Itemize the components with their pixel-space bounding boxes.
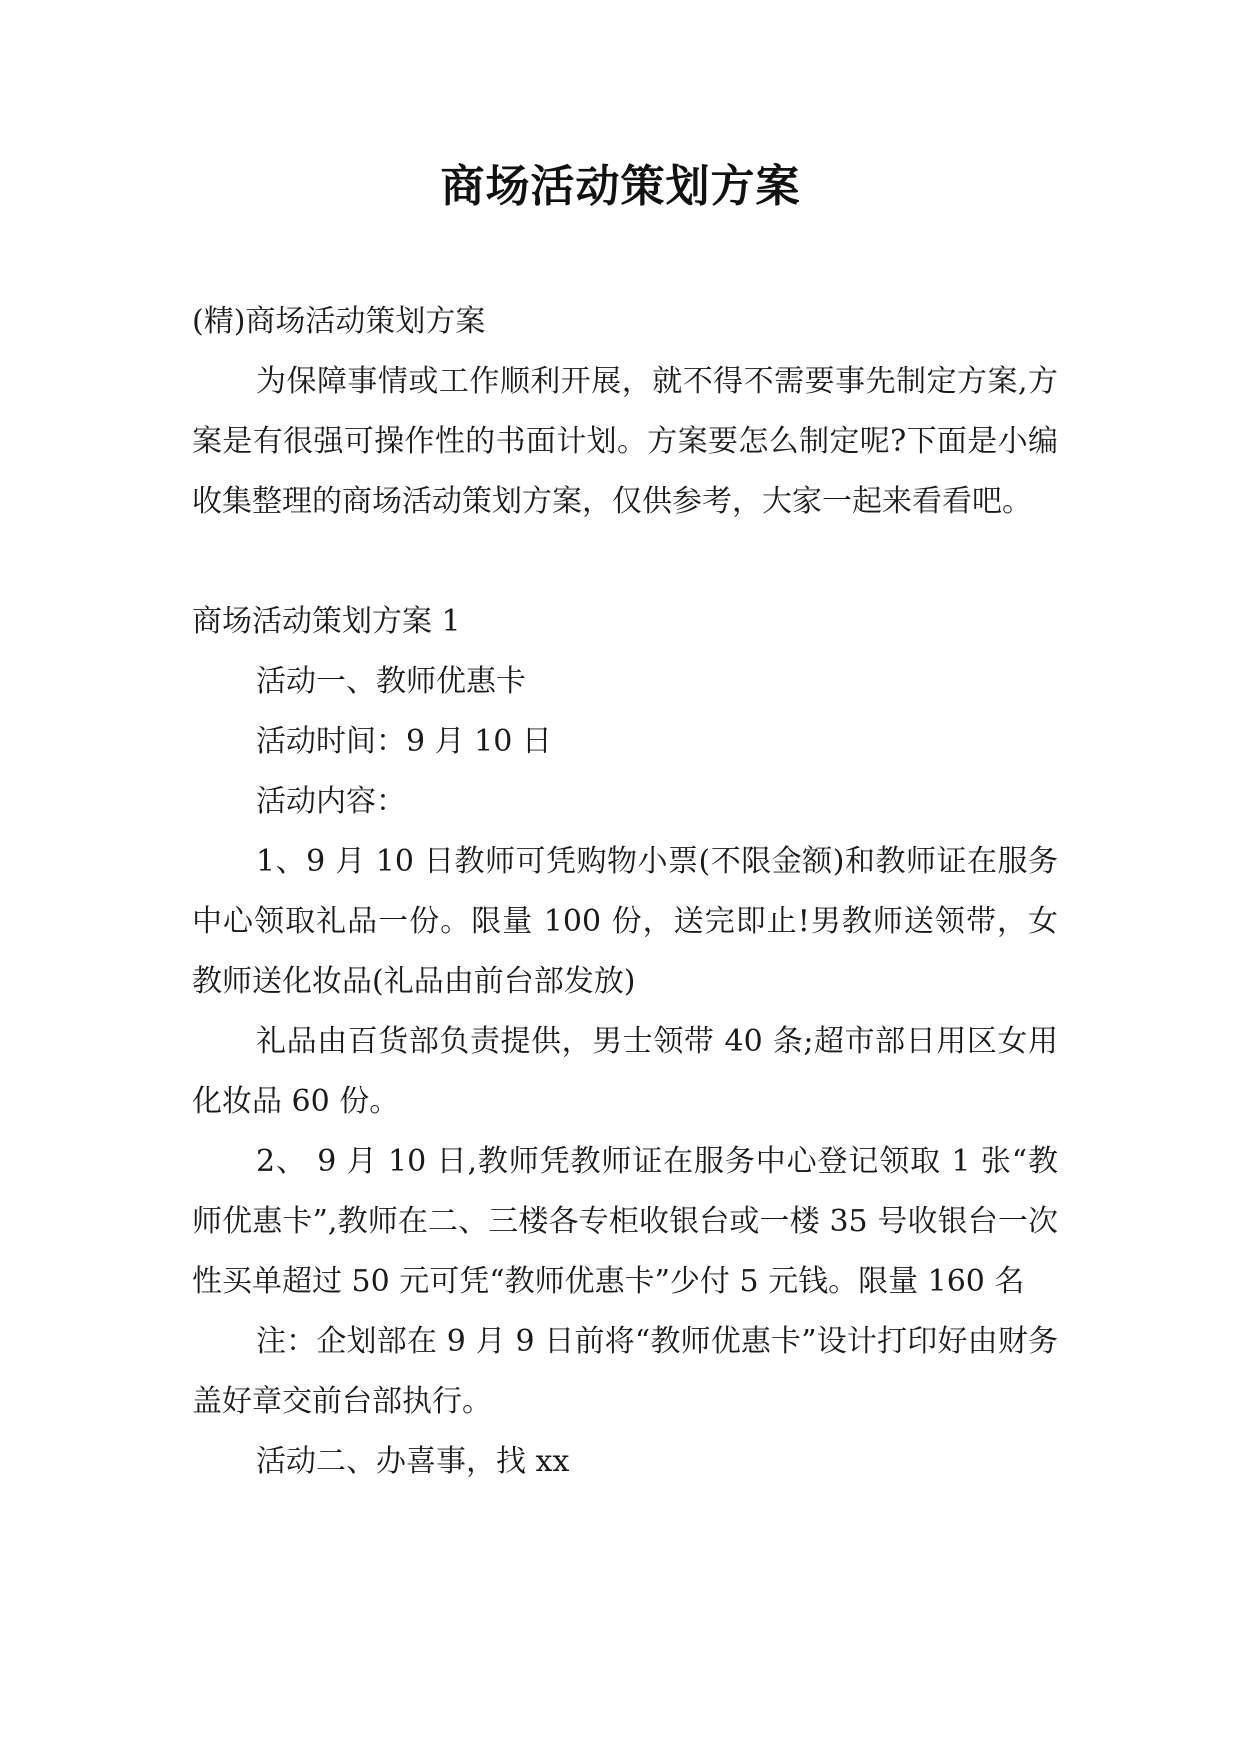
activity-one-item-two: 2、 9 月 10 日,教师凭教师证在服务中心登记领取 1 张“教师优惠卡”,教师在二、三楼各专柜收银台或一楼 35 号收银台一次性买单超过 50 元可凭“教师优惠卡”少付 5 元钱。限量 160 名	[192, 1144, 1058, 1299]
intro-paragraph: 为保障事情或工作顺利开展，就不得不需要事先制定方案,方案是有很强可操作性的书面计划。方案要怎么制定呢?下面是小编收集整理的商场活动策划方案，仅供参考，大家一起来看看吧。	[192, 364, 1058, 519]
activity-two-title: 活动二、办喜事，找 xx	[256, 1444, 570, 1479]
document-body	[192, 292, 1058, 1492]
page-title: 商场活动策划方案	[440, 161, 801, 212]
activity-one-title: 活动一、教师优惠卡	[256, 664, 526, 699]
document-subtitle: (精)商场活动策划方案	[192, 304, 486, 339]
paragraph-spacer	[192, 532, 1058, 592]
gift-note: 礼品由百货部负责提供，男士领带 40 条;超市部日用区女用化妆品 60 份。	[192, 1024, 1058, 1119]
activity-one-content-label: 活动内容：	[256, 784, 406, 819]
organizer-note: 注：企划部在 9 月 9 日前将“教师优惠卡”设计打印好由财务盖好章交前台部执行。	[192, 1324, 1058, 1419]
activity-one-time: 活动时间：9 月 10 日	[256, 724, 552, 759]
section-heading: 商场活动策划方案 1	[192, 604, 461, 639]
activity-one-item-one: 1、9 月 10 日教师可凭购物小票(不限金额)和教师证在服务中心领取礼品一份。限量 100 份，送完即止!男教师送领带，女教师送化妆品(礼品由前台部发放)	[192, 844, 1058, 999]
